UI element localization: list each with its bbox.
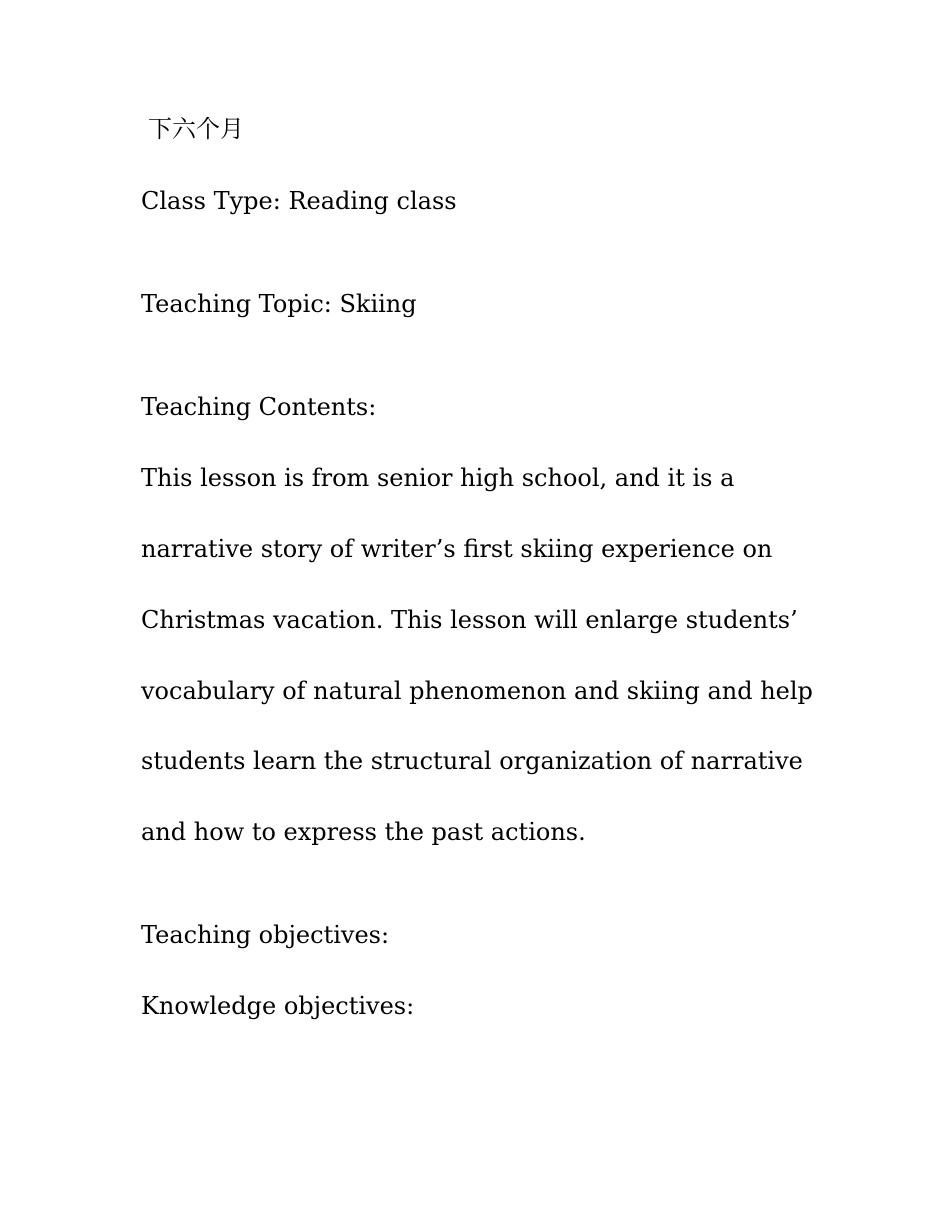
teaching-objectives-heading: Teaching objectives:	[141, 921, 390, 949]
knowledge-objectives-heading: Knowledge objectives:	[141, 992, 415, 1020]
document-header: 下六个月	[148, 115, 244, 143]
contents-line-1: This lesson is from senior high school, and it is a	[141, 464, 735, 492]
teaching-contents-heading: Teaching Contents:	[141, 393, 377, 421]
contents-line-3: Christmas vacation. This lesson will enlarge students’	[141, 606, 798, 634]
contents-line-2: narrative story of writer’s first skiing experience on	[141, 535, 773, 563]
class-type-line: Class Type: Reading class	[141, 187, 457, 215]
contents-line-4: vocabulary of natural phenomenon and skiing and help	[141, 677, 813, 705]
contents-line-5: students learn the structural organization of narrative	[141, 747, 803, 775]
teaching-topic-line: Teaching Topic: Skiing	[141, 290, 417, 318]
contents-line-6: and how to express the past actions.	[141, 818, 586, 846]
